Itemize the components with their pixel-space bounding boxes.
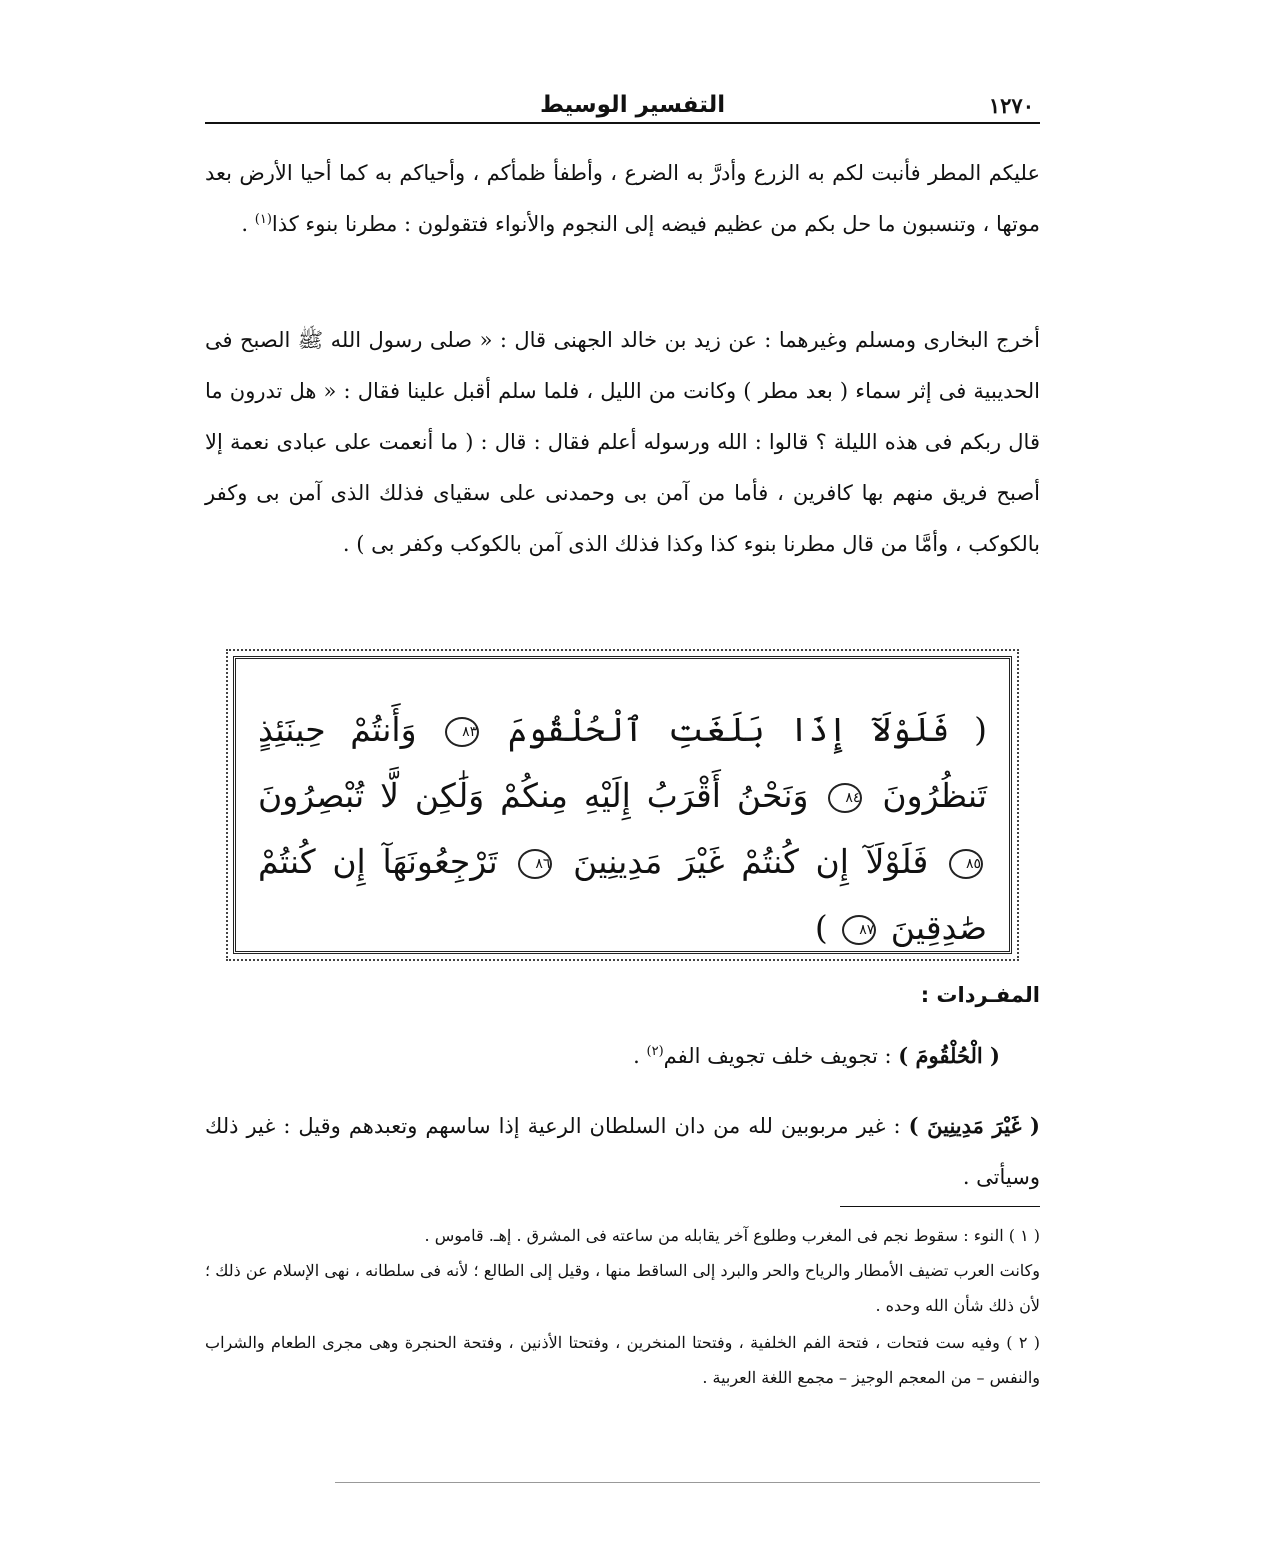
quran-verses	[258, 697, 987, 961]
footnote-ref-2: (٢)	[646, 1044, 664, 1059]
verse-85: وَنَحْنُ أَقْرَبُ إِلَيْهِ مِنكُمْ وَلَٰكِن لَّا تُبْصِرُونَ	[258, 776, 809, 815]
footnote-ref-1: (١)	[254, 212, 272, 227]
ayah-number-86: ٨٦	[518, 849, 552, 879]
verse-86: فَلَوْلَآ إِن كُنتُمْ غَيْرَ مَدِينِينَ	[573, 842, 929, 881]
running-title: التفسير الوسيط	[540, 92, 726, 118]
ayah-number-83: ٨٣	[445, 717, 479, 747]
ayah-number-84: ٨٤	[828, 783, 862, 813]
page-number: ١٢٧٠	[988, 93, 1034, 118]
verse-close-bracket: )	[814, 908, 839, 947]
footnote-1-line-1: ( ١ ) النوء : سقوط نجم فى المغرب وطلوع آخر يقابله من ساعته فى المشرق . إهـ. قاموس .	[424, 1226, 1040, 1245]
ayah-number-85: ٨٥	[949, 849, 983, 879]
bottom-rule	[335, 1482, 1040, 1483]
paragraph-hadith	[205, 315, 1040, 570]
verse-84: وَأَنتُمْ حِينَئِذٍ تَنظُرُونَ	[258, 710, 988, 815]
vocabulary-definition: : غير مربوبين لله من دان السلطان الرعية إذا ساسهم وتعبدهم وقيل : غير ذلك وسيأتى .	[205, 1114, 1040, 1189]
vocabulary-entry-madinin	[205, 1100, 1040, 1203]
vocabulary-entry-hulqum	[205, 1030, 1000, 1082]
paragraph-end: .	[241, 212, 255, 236]
vocabulary-heading: المفـردات :	[920, 983, 1040, 1007]
footnote-1-line-2: وكانت العرب تضيف الأمطار والرياح والحر والبرد إلى الساقط منها ، وقيل إلى الطالع ؛ لأنه فى سلطانه ، نهى الإسلام عن ذلك ؛ لأن ذلك شأن الله وحده .	[205, 1261, 1040, 1315]
footnote-2: ( ٢ ) وفيه ست فتحات ، فتحة الفم الخلفية ، وفتحتا المنخرين ، وفتحتا الأذنين ، وفتحة الحنجرة وهى مجرى الطعام والشراب والنفس – من المعجم الوجيز – مجمع اللغة العربية .	[205, 1333, 1041, 1387]
ayah-number-87: ٨٧	[842, 915, 876, 945]
running-header	[205, 78, 1040, 118]
footnotes	[205, 1218, 1040, 1395]
paragraph-text: عليكم المطر فأنبت لكم به الزرع وأدرَّ به الضرع ، وأطفأ ظمأكم ، وأحياكم به كما أحيا الأرض بعد موتها ، وتنسبون ما حل بكم من عظيم فيضه إلى النجوم والأنواء فتقولون : مطرنا بنوء كذا	[205, 161, 1040, 236]
vocabulary-end: .	[633, 1044, 647, 1068]
verse-83: فَلَوْلَآ إِذَا بَلَغَتِ ٱلْحُلْقُومَ	[507, 710, 950, 749]
vocabulary-definition: : تجويف خلف تجويف الفم	[663, 1044, 899, 1068]
quran-verse-frame	[233, 656, 1012, 954]
vocabulary-term: ( الْحُلْقُومَ )	[898, 1043, 1000, 1068]
paragraph-rain-blessing	[205, 148, 1040, 250]
verse-87: تَرْجِعُونَهَآ إِن كُنتُمْ صَٰدِقِينَ	[258, 842, 987, 947]
hadith-text: أخرج البخارى ومسلم وغيرهما : عن زيد بن خالد الجهنى قال : « صلى رسول الله ﷺ الصبح فى الحديبية فى إثر سماء ( بعد مطر ) وكانت من الليل ، فلما سلم أقبل علينا فقال : « هل تدرون ما قال ربكم فى هذه الليلة ؟ قالوا : الله ورسوله أعلم فقال : قال : ( ما أنعمت على عبادى نعمة إلا أصبح فريق منهم بها كافرين ، فأما من آمن بى وحمدنى على سقياى فذلك الذى آمن بى وكفر بالكوكب ، وأمَّا من قال مطرنا بنوء كذا وكذا فذلك الذى آمن بالكوكب وكفر بى ) .	[205, 328, 1040, 556]
footnote-separator	[840, 1206, 1040, 1207]
vocabulary-term: ( غَيْرَ مَدِينِينَ )	[908, 1113, 1040, 1138]
verse-open-bracket: (	[949, 710, 987, 749]
book-page	[205, 78, 1040, 1518]
header-rule	[205, 122, 1040, 124]
